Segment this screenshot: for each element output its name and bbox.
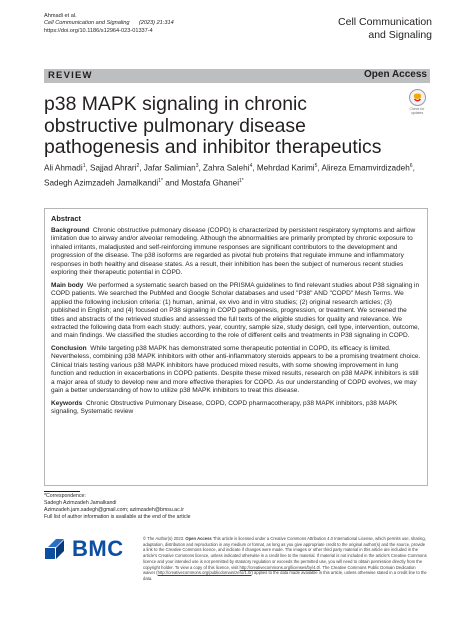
license-cc-zero-link[interactable]: http://creativecommons.org/publicdomain/zero/1.0/ [157,570,252,576]
conclusion-text: While targeting p38 MAPK has demonstrated some therapeutic potential in COPD, its efficacy is limited. Nevertheless, combining p38 MAPK inhibitors with other anti-inflammatory steroids appears to be a promising treatment choice. Clinical trials testing various p38 MAPK inhibitors have produced mixed results, with some showing improvement in lung function and reduction in exacerbations in COPD patients. Despite these mixed results, research on p38 MAPK inhibitors is still a major area of study to develop new and more effective therapies for COPD. As our understanding of COPD evolves, we may gain a better understanding of how to utilize p38 MAPK inhibitors to treat this disease. [51,344,421,395]
check-for-updates-button[interactable] [404,89,430,115]
check-updates-text [404,107,430,115]
license-cc-by-link[interactable]: http://creativecommons.org/licenses/by/4.0/ [239,564,321,570]
abstract-background [51,227,421,278]
authors-conjunction: and [165,178,179,188]
journal-name-line1: Cell Communication [338,16,432,28]
author-affiliation: 1* [158,177,163,184]
correspondence-emails[interactable]: Azimzadeh.jam.sadegh@gmail.com; azimzadeh@bmsu.ac.ir [44,507,184,513]
author-affiliation: 1 [82,163,86,169]
author-affiliation: 2 [136,163,140,169]
abstract-keywords [51,400,421,417]
license-end-text: ) applies to the data made available in this article, unless otherwise stated in a credit line to the data. [143,570,427,581]
author-name[interactable]: Mostafa Ghanei [181,178,240,188]
check-updates-icon [409,89,426,106]
header-citation [44,20,174,27]
article-type-label: REVIEW [48,70,93,81]
correspondence-name: Sadegh Azimzadeh Jamalkandi [44,500,117,506]
abstract-box [44,208,428,486]
keywords-text: Chronic Obstructive Pulmonary Disease, COPD, COPD pharmacotherapy, p38 MAPK inhibitors, p38 MAPK signaling, Systematic review [51,399,398,416]
bmc-logo [44,536,134,562]
abstract-heading: Abstract [51,214,81,223]
author-name[interactable]: Jafar Salimian [143,163,196,173]
abstract-conclusion [51,345,421,396]
bmc-logo-text: BMC [72,536,124,561]
keywords-label: Keywords [51,399,83,407]
license-copyright: © The Author(s) 2023. [143,536,185,541]
abstract-main-body [51,282,421,341]
author-affiliation: 5 [314,163,318,169]
author-name[interactable]: Sadegh Azimzadeh Jamalkandi [44,178,159,188]
check-updates-line2: updates [410,111,424,116]
author-affiliation: 3 [195,163,199,169]
journal-name [338,16,432,41]
author-name[interactable]: Sajjad Ahrari [90,163,137,173]
open-access-label: Open Access [364,69,427,80]
main-body-label: Main body [51,281,84,289]
author-name[interactable]: Mehrdad Karimi [256,163,315,173]
journal-name-line2: and Signaling [368,28,432,41]
bmc-logo-icon [44,538,68,560]
author-affiliation: 4 [249,163,253,169]
article-title: p38 MAPK signaling in chronic obstructive pulmonary disease pathogenesis and inhibitor therapeutics [44,93,382,158]
author-name[interactable]: Zahra Salehi [203,163,250,173]
license-middle-text: . The Creative Commons Public Domain Dedication waiver ( [143,564,416,576]
header-authors: Ahmadi et al. [44,13,77,19]
running-header [44,13,174,35]
background-label: Background [51,227,90,234]
license-open-access-label: Open Access [185,536,212,541]
article-type-bar [44,69,430,83]
author-affiliation: 6 [409,163,413,169]
author-affiliation: 1* [239,177,244,184]
main-body-text: We performed a systematic search based on the PRISMA guidelines to find relevant studies about P38 signaling in COPD patients. We searched the PubMed and Google Scholar databases and used "P38" AND "COPD" Mesh Terms. We applied the following inclusion criteria: (1) human, animal, ex vivo and in vitro studies; (2) original research articles; (3) published in English; and (4) focused on P38 signaling in COPD pathogenesis, progression, or treatment. We screened the titles and abstracts of the retrieved studies and assessed the full texts of the eligible studies for quality and relevance. We extracted the following data from each study: authors, year, country, sample size, study design, cell type, intervention, outcome, and main findings. We classified the studies according to the role of different cells and treatments in P38 signaling in COPD. [51,281,420,340]
correspondence-label: *Correspondence: [44,493,86,499]
check-updates-line1: Check for [409,107,425,111]
footnote-divider [44,491,80,492]
header-doi-link[interactable]: https://doi.org/10.1186/s12964-023-01337-4 [44,27,153,34]
author-information-note: Full list of author information is available at the end of the article [44,514,191,520]
header-year-volume: (2023) 21:314 [138,20,174,27]
author-name[interactable]: Ali Ahmadi [44,163,83,173]
license-body: This article is licensed under a Creative Commons Attribution 4.0 International License, which permits use, sharing, adaptation, distribution and reproduction in any medium or format, as long as you give appropriate credit to the original author(s) and the source, provide a link to the Creative Commons licence, and indicate if changes were made. The images or other third party material in this article are included in the article's Creative Commons licence, unless indicated otherwise in a credit line to the material. If material is not included in the article's Creative Commons licence and your intended use is not permitted by statutory regulation or exceeds the permitted use, you will need to obtain permission directly from the copyright holder. To view a copy of this licence, visit [143,536,427,570]
correspondence-footnote [44,491,274,521]
license-text [143,536,428,582]
background-text: Chronic obstructive pulmonary disease (COPD) is characterized by persistent respiratory symptoms and airflow limitation due to airway and/or alveolar remodeling. Although the abnormalities are primarily prompted by chronic exposure to inhaled irritants, maladjusted and self-reinforcing immune responses are significant contributors to the development and progression of the disease. The p38 isoforms are regarded as pivotal hub proteins that regulate immune and inflammatory responses in both healthy and disease states. As a result, their inhibition has been the subject of numerous recent studies exploring their therapeutic potential in COPD. [51,227,416,277]
author-list: Ali Ahmadi$^1$, Sajjad Ahrari$^2$, Jafar Salimian$^3$, Zahra Salehi$^4$, Mehrdad Karimi$^5$, Alireza Emamvirdizadeh$^6$, Sadegh Azimzadeh Jamalkandi$^{1*}$ and Mostafa Ghanei$^{1*}$ [44,163,415,188]
conclusion-label: Conclusion [51,344,87,352]
header-journal-ref: Cell Communication and Signaling [44,20,130,27]
author-name[interactable]: Alireza Emamvirdizadeh [321,163,410,173]
